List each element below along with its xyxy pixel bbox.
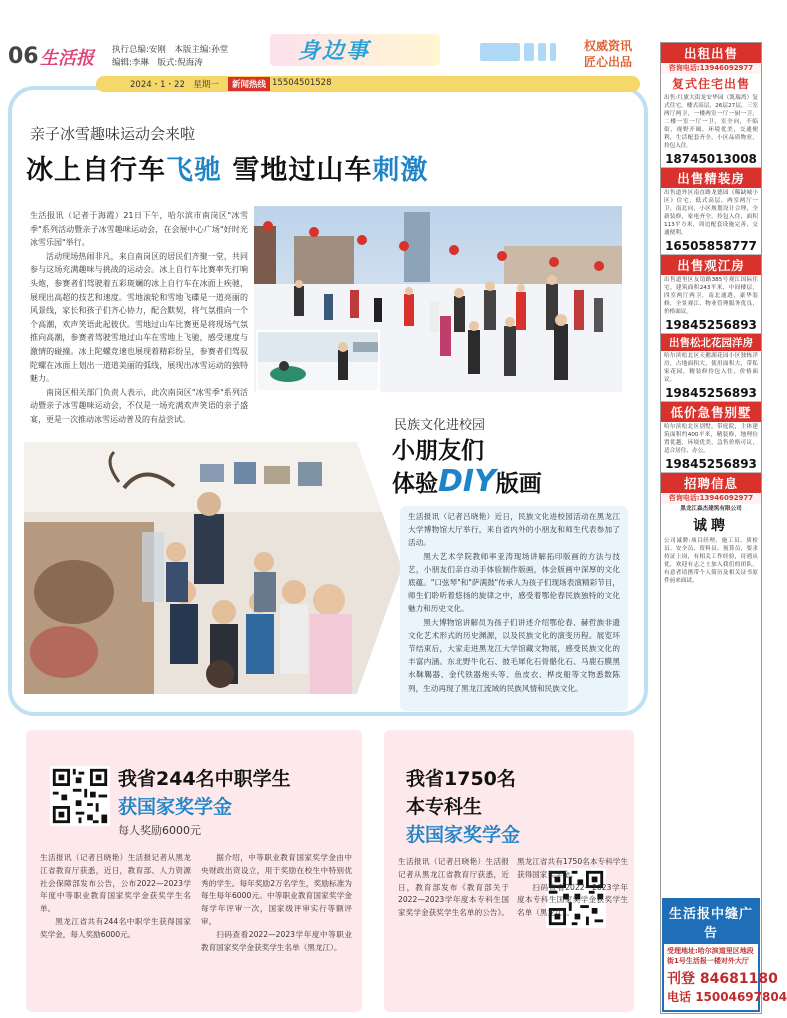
classified-body: 哈尔滨松北区别墅，带庭院，主体建筑面积约400平米，精装修，地理位置优越，环境优美，急售价格可议，适合居住、办公。 — [664, 424, 758, 454]
classified-phone: 19845256893 — [661, 317, 761, 334]
article4-paragraph: 扫码查看2022—2023学年度本专科生国家奖学金获奖学生名单（黑龙江）。 — [517, 882, 628, 918]
issue-date: 2024・1・22 星期一 — [130, 80, 219, 90]
headline-part-2: 雪地过山车 — [222, 155, 373, 186]
classified-heading: 出售精装房 — [661, 168, 761, 188]
paper-name: 生活报 — [40, 48, 94, 69]
advert-phone-label: 电话 — [667, 990, 692, 1004]
recruit-title: 诚聘 — [693, 518, 729, 534]
article3-paragraph: 生活报讯（记者吕晓艳）生活报记者从黑龙江省教育厅获悉，近日，教育部、人力资源社会保障部发布公告，公布2022—2023学年度中等职业教育国家奖学金获奖学生名单。 — [40, 853, 191, 914]
classified-body: 出售道里区友谊路385号观江国际住宅，建筑面积243平米，中间楼层，四室两厅两卫，南北通透，豪华装修，全景观江，物业管理服务优良，价格面议。 — [664, 277, 758, 315]
article3-paragraph: 据介绍，中等职业教育国家奖学金由中央财政出资设立，用于奖励在校生中特别优秀的学生。每年奖励2万名学生，奖励标准为每生每年6000元。中等职业教育国家奖学金每学年评审一次，国家级评审实行等额评审。 — [201, 853, 352, 926]
article2-paragraph: 黑大博物馆讲解员为孩子们讲述介绍鄂伦春、赫哲族非遗文化艺术形式的历史渊源，以及民族文化的演变历程。展览环节结束后，大家走进黑龙江大学馆藏文物展，感受民族文化的丰富内涵。东北野牛化石、披毛犀化石骨骼化石、马鹿石膜黑水靺鞨器、金代铁器炮头等、鱼皮衣、桦皮船等文物悉数陈列，生动再现了黑龙江流域的民族风情和民族文化。 — [408, 617, 620, 693]
classified-phone: 19845256893 — [661, 385, 761, 402]
article3-paragraph: 扫码查看2022—2023学年度中等职业教育国家奖学金获奖学生名单（黑龙江）。 — [201, 929, 352, 952]
headline-part-1: 冰上自行车 — [26, 155, 166, 186]
section-title: 身边事 — [298, 39, 371, 64]
advert-address: 受理地址:哈尔滨道里区地段街1号生活报一楼对外大厅 — [667, 947, 754, 965]
headline2-diy: DIY — [438, 464, 496, 499]
classified-heading: 出售观江房 — [661, 255, 761, 275]
article4-body — [398, 856, 628, 1006]
article2-body — [400, 506, 628, 711]
article1-paragraph: 南岗区相关部门负责人表示，此次南岗区"冰雪季"系列活动暨亲子冰雪趣味运动会，不仅是一场充满欢声笑语的亲子盛宴，更是一次推动冰雪运动普及的有益尝试。 — [30, 387, 248, 424]
article3-paragraph: 黑龙江省共有244名中职学生获得国家奖学金，每人奖励6000元。 — [40, 916, 191, 939]
museum-kids-illustration — [24, 442, 402, 694]
article2-headline-line2 — [392, 464, 542, 499]
article3-body — [40, 852, 352, 1002]
classified-body: 公司诚聘:项目经理、施工员、质检员、安全员、资料员、预算员，要求持证上岗，有相关工作经验，待遇从优，欢迎有志之士加入我们的团队。有意者请携带个人简历及相关证书原件前来面试。 — [664, 538, 758, 584]
advert-phone-2 — [664, 988, 787, 1005]
classified-heading: 出租出售 — [661, 43, 761, 63]
slogan-line-2: 匠心出品 — [584, 55, 633, 69]
classified-phone-bar: 咨询电话:13946092977 — [661, 63, 761, 74]
recruit-company: 黑龙江森杰建筑有限公司 — [680, 506, 742, 512]
article1-paragraph: 活动现场热闹非凡，来自南岗区的居民们齐聚一堂，共同参与这场充满趣味与挑战的运动会。冰上自行车比赛率先打响头炮，参赛者们驾驶着五彩斑斓的冰上自行车在冰面上疾驰，展现出高超的技艺和速度。雪地滚轮和雪地飞碟是一道亮丽的风景线，家长和孩子们齐心协力，配合默契，将气氛推向一个个高潮，欢声笑语此起彼伏。雪地过山车比赛更是将现场气氛推向高潮，参赛者驾驶雪地过山车在雪地上飞驰，感受速度与激情的碰撞。冰上陀螺竞速也展现着精彩纷呈，参赛者们驾驭陀螺在冰面上划出一道道美丽的弧线，展现出冰雪运动的独特魅力。 — [30, 251, 248, 384]
chief-editor-line: 执行总编:安刚 本版主编:孙堂 — [112, 45, 229, 55]
classified-phone: 19845256893 — [661, 456, 761, 473]
classified-body: 哈尔滨松北区天鹅湖花园小区独栋洋房，占地面积大，使用面积大，带私家花园，精装修拎包入住，价格面议。 — [664, 353, 758, 383]
editor-line: 编辑:李琳 版式:倪海涛 — [112, 58, 203, 68]
headline2-part-a: 体验 — [392, 471, 438, 497]
article2-paragraph: 黑大艺术学院教师率亚涛现场讲解拓印版画的方法与技艺，小朋友们亲自动手体验制作版画，体会版画中深厚的文化底蕴。"口弦琴"和"萨满鼓"传承人为孩子们现场表演精彩节目，师生们聆听着悠扬的旋律之中，感受着鄂伦春民族独特的文化魅力和历史文化。 — [408, 551, 620, 614]
headline-highlight-1: 飞驰 — [166, 155, 222, 186]
classified-ads-column — [660, 42, 762, 1014]
slogan — [584, 38, 632, 70]
hotline-label: 新闻热线 — [228, 77, 270, 91]
advert-phone-label: 刊登 — [667, 971, 695, 987]
article4-headline-line3: 获国家奖学金 — [406, 824, 521, 846]
article2-headline-line1: 小朋友们 — [392, 438, 484, 464]
article3-headline-line2: 获国家奖学金 — [118, 796, 233, 818]
advert-phone-number: 84681180 — [699, 971, 778, 987]
advert-title: 生活报中缝广告 — [664, 900, 758, 944]
classified-heading: 出售松北花园洋房 — [661, 334, 761, 351]
article4-paragraph: 生活报讯（记者吕晓艳）生活报记者从黑龙江省教育厅获悉，近日，教育部发布《教育部关于2022—2023学年度本专科生国家奖学金获奖学生名单的公告》。黑龙江省共有1750名本专科学生获得国家奖学金。 — [398, 857, 628, 918]
classified-subtitle: 复式住宅出售 — [661, 74, 761, 93]
qr-pattern — [50, 766, 110, 826]
article3-headline-line1: 我省244名中职学生 — [118, 768, 291, 790]
classified-body: 出售道外区南直路龙德园《稀缺城小区》住宅，低式高层，两室两厅一卫，南北向，小区规划设计合理，全新装修，家电齐全，拎包入住，面积113平方米，周边配套设施完善，交通便利。 — [664, 190, 758, 236]
classified-phone-bar: 咨询电话:13946092977 — [661, 493, 761, 504]
hotline-number: 15504501528 — [272, 78, 332, 88]
qr-code-icon[interactable] — [50, 766, 110, 826]
museum-kids-photo — [24, 442, 402, 694]
classified-heading: 低价急售别墅 — [661, 402, 761, 422]
classified-phone: 16505858777 — [661, 238, 761, 255]
slogan-line-1: 权威资讯 — [584, 39, 633, 53]
editor-credits — [112, 44, 228, 70]
advert-phone-1 — [664, 968, 778, 988]
decorative-bars — [480, 43, 572, 61]
article1-body — [30, 209, 248, 427]
snow-slide-inset-photo — [256, 330, 380, 392]
classified-phone: 18745013008 — [661, 151, 761, 168]
headline-highlight-2: 刺激 — [372, 155, 429, 186]
headline2-part-b: 版画 — [495, 471, 542, 497]
article2-kicker: 民族文化进校园 — [394, 418, 486, 433]
classified-body: 出售:红旗大街龙安华园（凯瑞湾）复式住宅，楼式高层，26层27层，三室两厅两卫，一楼两室一厅一厨一卫，二楼一室一厅一卫，室全向，不临街，视野开阔，环境优美，交通便利，生活配套齐全，小区品质物业，拎包入住。 — [664, 95, 758, 149]
article1-paragraph: 生活报讯（记者于海霞）21日下午，哈尔滨市南岗区"冰雪季"系列活动暨亲子冰雪趣味运动会，在会展中心广场"好时光冰雪乐园"举行。 — [30, 211, 248, 248]
article3-subhead: 每人奖励6000元 — [118, 824, 201, 837]
snow-slide-illustration — [258, 332, 378, 390]
article4-headline-line2: 本专科生 — [406, 796, 483, 818]
advert-service-box — [662, 898, 787, 1012]
article1-kicker: 亲子冰雪趣味运动会来啦 — [30, 125, 196, 143]
article1-headline — [26, 148, 428, 187]
advert-phone-number: 15004697804 — [695, 990, 787, 1004]
article2-paragraph: 生活报讯（记者吕晓艳）近日，民族文化进校园活动在黑龙江大学博物馆大厅举行，来自省内外的小朋友和师生代表参加了活动。 — [408, 512, 620, 548]
classified-heading: 招聘信息 — [661, 473, 761, 493]
page-number: 06 — [8, 44, 39, 69]
article4-headline-line1: 我省1750名 — [406, 768, 516, 790]
